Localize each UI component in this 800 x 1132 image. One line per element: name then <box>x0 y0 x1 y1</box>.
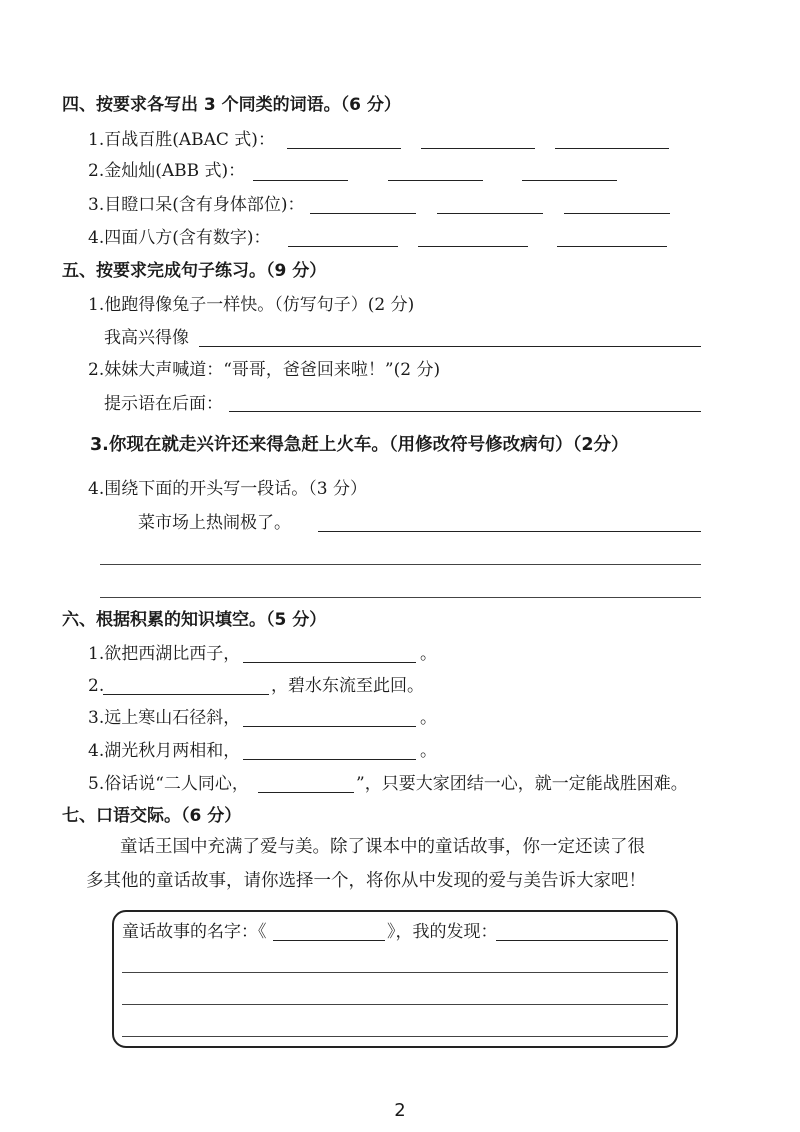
s4-item-4-blank-2[interactable] <box>418 246 528 247</box>
s5-q2-answer-line[interactable] <box>229 411 701 412</box>
s4-item-3-blank-2[interactable] <box>437 213 543 214</box>
s5-q1-answer-line[interactable] <box>199 346 701 347</box>
s6-q5-end: ”，只要大家团结一心，就一定能战胜困难。 <box>356 774 688 794</box>
section-7-title: 七、口语交际。（6 分） <box>62 806 242 826</box>
s4-item-3-blank-3[interactable] <box>564 213 670 214</box>
s5-q1: 1.他跑得像兔子一样快。（仿写句子）(2 分) <box>88 295 415 315</box>
s4-item-2-blank-1[interactable] <box>253 180 348 181</box>
s6-q1-end: 。 <box>420 644 437 664</box>
s4-item-3: 3.目瞪口呆(含有身体部位)： <box>88 195 305 215</box>
box-story-name-label: 童话故事的名字：《 <box>122 922 267 942</box>
s5-q4-line-3[interactable] <box>100 597 701 598</box>
s6-q3-end: 。 <box>420 708 437 728</box>
s4-item-2-blank-3[interactable] <box>522 180 617 181</box>
s7-paragraph-line-2: 多其他的童话故事，请你选择一个，将你从中发现的爱与美告诉大家吧！ <box>86 871 646 891</box>
s6-q4-end: 。 <box>420 741 437 761</box>
s4-item-1-blank-1[interactable] <box>287 148 401 149</box>
s4-item-3-blank-1[interactable] <box>310 213 416 214</box>
s4-item-4-blank-3[interactable] <box>557 246 667 247</box>
section-4-title: 四、按要求各写出 3 个同类的词语。（6 分） <box>62 95 401 115</box>
s5-q3: 3.你现在就走兴许还来得急赶上火车。（用修改符号修改病句）（2分） <box>90 435 629 455</box>
box-discovery-line-1[interactable] <box>496 940 668 941</box>
s4-item-4: 4.四面八方(含有数字)： <box>88 228 271 248</box>
s4-item-2-blank-2[interactable] <box>388 180 483 181</box>
s5-q1-prompt: 我高兴得像 <box>104 328 189 348</box>
box-discovery-label: 》，我的发现： <box>387 922 498 942</box>
s4-item-2: 2.金灿灿(ABB 式)： <box>88 161 246 181</box>
s4-item-1-blank-2[interactable] <box>421 148 535 149</box>
s5-q2-prompt: 提示语在后面： <box>104 394 223 414</box>
s6-q2-blank[interactable] <box>103 694 269 695</box>
s6-q5-blank[interactable] <box>258 792 354 793</box>
s6-q3-blank[interactable] <box>243 726 416 727</box>
s6-q4-blank[interactable] <box>243 759 416 760</box>
box-story-name-blank[interactable] <box>273 940 385 941</box>
s5-q2: 2.妹妹大声喊道：“哥哥，爸爸回来啦！”(2 分) <box>88 360 441 380</box>
box-discovery-line-4[interactable] <box>122 1036 668 1037</box>
s6-q1-blank[interactable] <box>243 662 416 663</box>
box-discovery-line-3[interactable] <box>122 1004 668 1005</box>
s4-item-1: 1.百战百胜(ABAC 式)： <box>88 130 275 150</box>
section-6-title: 六、根据积累的知识填空。（5 分） <box>62 610 327 630</box>
s5-q4: 4.围绕下面的开头写一段话。（3 分） <box>88 479 367 499</box>
s7-paragraph-line-1: 童话王国中充满了爱与美。除了课本中的童话故事，你一定还读了很 <box>120 837 645 857</box>
s5-q4-line-1[interactable] <box>318 531 701 532</box>
s5-q4-prompt: 菜市场上热闹极了。 <box>138 513 291 533</box>
s6-q1-text: 1.欲把西湖比西子， <box>88 644 241 664</box>
box-discovery-line-2[interactable] <box>122 972 668 973</box>
s6-q5-text: 5.俗话说“二人同心， <box>88 774 249 794</box>
s4-item-1-blank-3[interactable] <box>555 148 669 149</box>
section-5-title: 五、按要求完成句子练习。（9 分） <box>62 261 327 281</box>
page-number: 2 <box>394 1100 406 1121</box>
s6-q2-text: ，碧水东流至此回。 <box>271 676 424 696</box>
s5-q4-line-2[interactable] <box>100 564 701 565</box>
s6-q4-text: 4.湖光秋月两相和， <box>88 741 241 761</box>
s6-q3-text: 3.远上寒山石径斜， <box>88 708 241 728</box>
s6-q2-num: 2. <box>88 676 105 696</box>
s4-item-4-blank-1[interactable] <box>288 246 398 247</box>
